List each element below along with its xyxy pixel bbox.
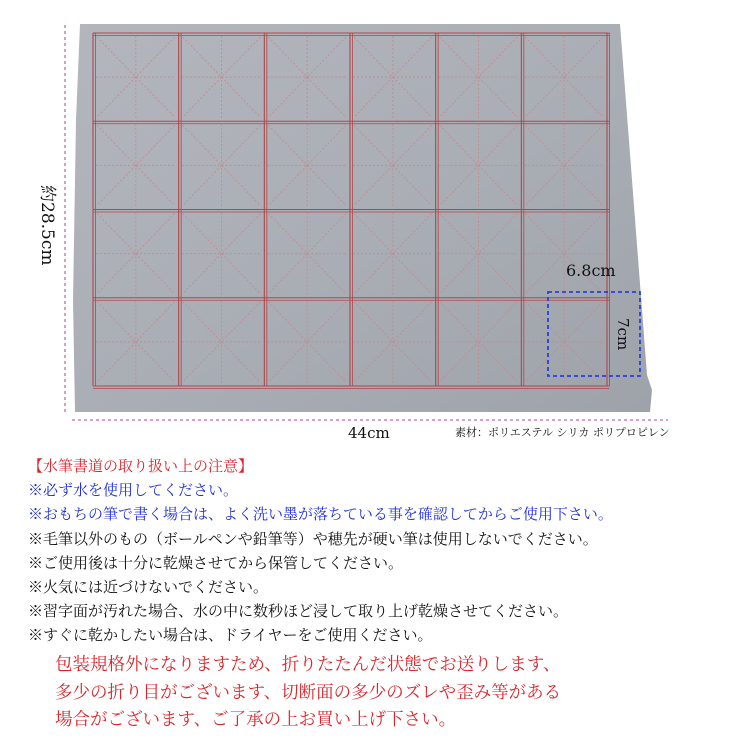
notes-heading: 【水筆書道の取り扱い上の注意】: [28, 457, 254, 475]
note-item: ※習字面が汚れた場合、水の中に数秒ほど浸して取り上げ乾燥させてください。: [28, 602, 569, 621]
notice-line: 包装規格外になりますため、折りたたんだ状態でお送りします、: [55, 655, 561, 675]
practice-sheet: [73, 24, 652, 412]
note-item: ※おもちの筆で書く場合は、よく洗い墨が落ちている事を確認してからご使用下さい。: [28, 505, 613, 524]
notice-line: 場合がございます、ご了承の上お買い上げ下さい。: [55, 710, 457, 730]
note-item: ※すぐに乾かしたい場合は、ドライヤーをご使用ください。: [28, 626, 433, 645]
note-item: ※必ず水を使用してください。: [28, 481, 239, 500]
cell-height-label: 7cm: [614, 318, 632, 351]
note-item: ※ご使用後は十分に乾燥させてから保管してください。: [28, 553, 404, 572]
height-label: 約28.5cm: [37, 185, 57, 266]
note-item: ※火気には近づけないでください。: [28, 578, 269, 597]
usage-notes: [28, 454, 728, 648]
material-label: 素材：ポリエステル シリカ ポリプロピレン: [455, 426, 670, 439]
cell-width-label: 6.8cm: [566, 261, 616, 280]
width-label: 44cm: [348, 424, 390, 442]
notice-line: 多少の折り目がございます、切断面の多少のズレや歪み等がある: [55, 682, 562, 703]
note-item: ※毛筆以外のもの（ボールペンや鉛筆等）や穂先が硬い筆は使用しないでください。: [28, 529, 598, 548]
packaging-notice: [55, 652, 735, 735]
